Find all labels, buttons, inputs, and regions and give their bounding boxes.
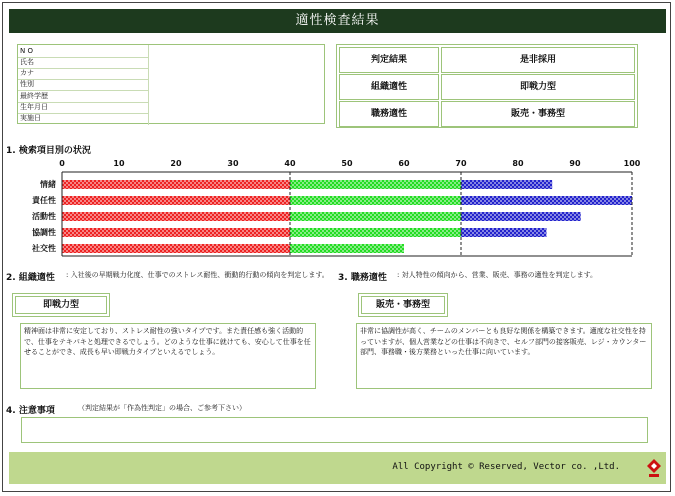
x-tick-label: 60 <box>398 159 410 168</box>
organization-comment: 精神面は非常に安定しており、ストレス耐性の強いタイプです。また責任感も強く活動的で、仕事をテキパキと処理できるでしょう。どのような仕事に就けても、安心して仕事を任せることができ、成長も早い即戦力タイプといえるでしょう。 <box>20 323 316 389</box>
category-label: 社交性 <box>32 244 56 253</box>
organization-type-label: 即戦力型 <box>15 296 107 314</box>
notice-box <box>21 417 648 443</box>
section-2-description: : 入社後の早期戦力化度、仕事でのストレス耐性、衝動的行動の傾向を判定します。 <box>66 271 329 279</box>
copyright-text: All Copyright © Reserved, Vector co. ,Ltd. <box>392 462 620 472</box>
judgement-value: 販売・事務型 <box>441 101 635 127</box>
x-tick-label: 10 <box>113 159 125 168</box>
x-tick-label: 70 <box>455 159 467 168</box>
judgement-value: 是非採用 <box>441 47 635 73</box>
bar-segment <box>461 196 632 205</box>
profile-label: 実施日 <box>20 114 41 122</box>
bar-segment <box>461 212 581 221</box>
profile-label: 最終学歴 <box>20 92 48 100</box>
section-1-title: 1. 検索項目別の状況 <box>6 146 91 156</box>
section-3-description: : 対人特性の傾向から、営業、販売、事務の適性を判定します。 <box>397 271 598 279</box>
x-tick-label: 0 <box>59 159 65 168</box>
judgement-value: 即戦力型 <box>441 74 635 100</box>
section-3-title: 3. 職務適性 <box>338 273 387 283</box>
category-label: 協調性 <box>32 228 56 237</box>
x-tick-label: 80 <box>512 159 524 168</box>
x-tick-label: 90 <box>569 159 581 168</box>
job-comment: 非常に協調性が高く、チームのメンバーとも良好な関係を構築できます。適度な社交性を持っていますが、個人営業などの仕事は不向きで、セルフ部門の接客販売、レジ・カウンター部門、事務職・後方業務といった仕事に向いています。 <box>356 323 652 389</box>
x-tick-label: 40 <box>284 159 296 168</box>
profile-label: カナ <box>20 69 34 77</box>
profile-label: 生年月日 <box>20 103 48 111</box>
category-label: 情緒 <box>40 180 56 189</box>
judgement-label: 組織適性 <box>339 74 439 100</box>
vector-logo-icon <box>646 458 662 478</box>
x-tick-label: 50 <box>341 159 353 168</box>
footer <box>9 452 666 484</box>
x-tick-label: 100 <box>623 159 641 168</box>
bar-segment <box>62 244 290 253</box>
profile-label: 性別 <box>20 80 34 88</box>
section-2-title: 2. 組織適性 <box>6 273 55 283</box>
judgement-label: 職務適性 <box>339 101 439 127</box>
bar-segment <box>461 180 552 189</box>
x-tick-label: 20 <box>170 159 182 168</box>
bar-segment <box>62 196 290 205</box>
bar-segment <box>290 212 461 221</box>
bar-segment <box>62 212 290 221</box>
bar-segment <box>290 180 461 189</box>
bar-segment <box>461 228 547 237</box>
x-tick-label: 30 <box>227 159 239 168</box>
job-type-tag <box>358 293 448 317</box>
category-label: 活動性 <box>32 212 56 221</box>
page-title: 適性検査結果 <box>9 9 666 33</box>
category-label: 責任性 <box>32 196 56 205</box>
organization-type-tag <box>12 293 110 317</box>
bar-segment <box>290 228 461 237</box>
bar-segment <box>62 228 290 237</box>
profile-label: 氏名 <box>20 58 34 66</box>
section-4-title: 4. 注意事項 <box>6 406 55 416</box>
judgement-label: 判定結果 <box>339 47 439 73</box>
bar-segment <box>62 180 290 189</box>
bar-segment <box>290 244 404 253</box>
bar-segment <box>290 196 461 205</box>
job-type-label: 販売・事務型 <box>361 296 445 314</box>
profile-label: N O <box>20 47 33 55</box>
section-4-note: （判定結果が「作為性判定」の場合、ご参考下さい） <box>78 404 246 412</box>
